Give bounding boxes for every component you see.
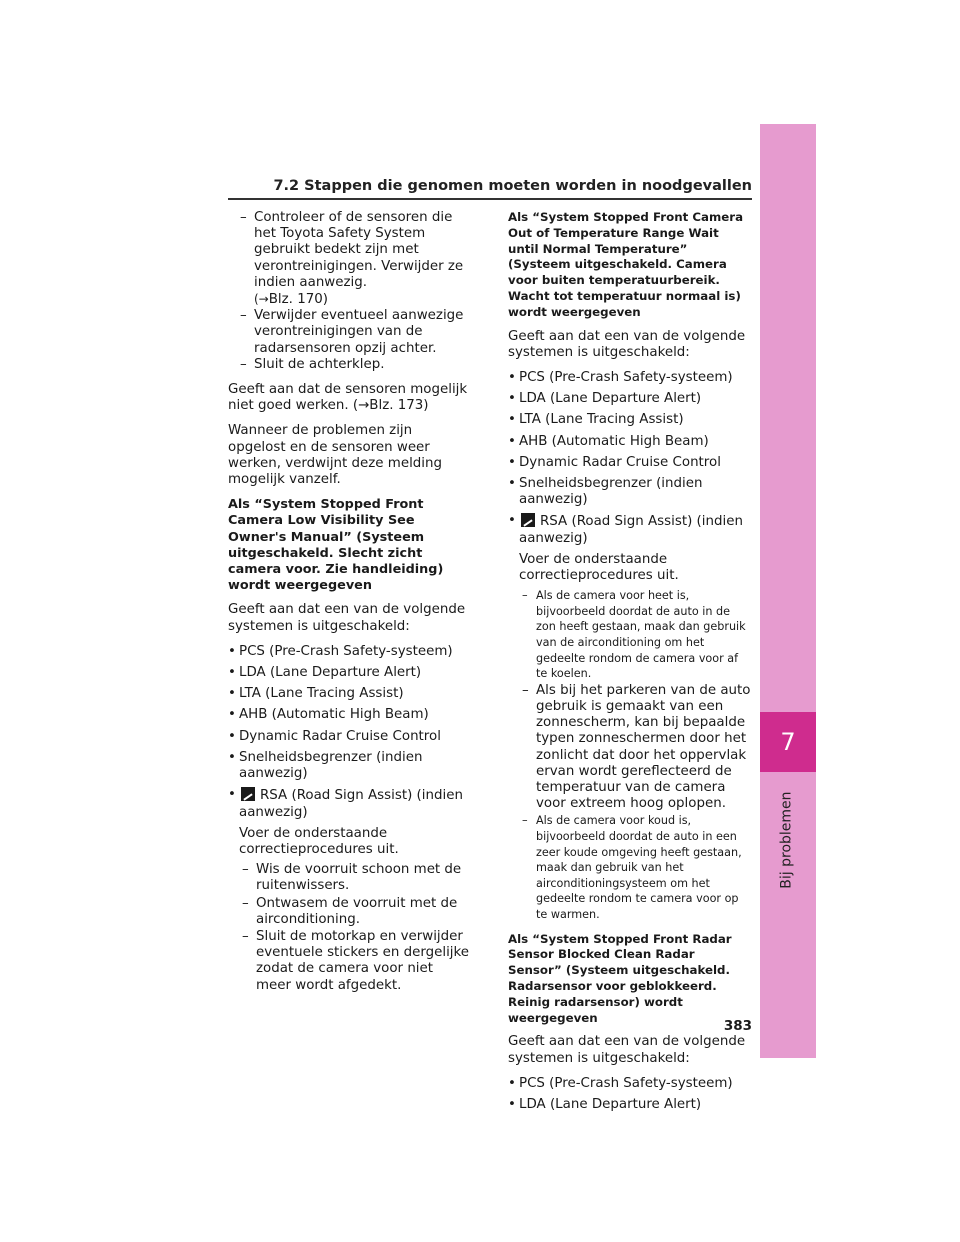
bullet-item: • PCS (Pre-Crash Safety-systeem) xyxy=(508,1076,752,1092)
dash-item xyxy=(228,210,472,308)
paragraph: Geeft aan dat de sensoren mogelijk niet goed werken. (→Blz. 173) xyxy=(228,382,468,414)
bullet-item: • LDA (Lane Departure Alert) xyxy=(508,1097,752,1113)
section-heading: Als “System Stopped Front Camera Low Visibility See Owner's Manual” (Systeem uitgeschakeld. Slecht zicht camera voor. Zie handleiding) wordt weergegeven xyxy=(228,497,444,594)
bullet-item-rsa xyxy=(228,787,472,820)
page-reference-arrow: (→ xyxy=(254,292,269,307)
dash-item-text: Controleer of de sensoren die het Toyota Safety System gebruikt bedekt zijn met verontreinigingen. Verwijder ze indien aanwezig. xyxy=(254,210,464,290)
page-number: 383 xyxy=(723,1018,752,1034)
section-intro: Geeft aan dat een van de volgende systemen is uitgeschakeld: xyxy=(508,328,746,360)
side-tab-bar xyxy=(760,124,816,1058)
step-item: – Als de camera voor heet is, bijvoorbeeld doordat de auto in de zon heeft gestaan, maak dan gebruik van de airconditioning om het gedeelte rondom de camera voor af te koelen. xyxy=(508,588,752,682)
bullet-item: • Snelheidsbegrenzer (indien aanwezig) xyxy=(228,750,472,782)
step-item: – Wis de voorruit schoon met de ruitenwissers. xyxy=(228,862,472,894)
chapter-label xyxy=(772,790,802,890)
section-intro: Geeft aan dat een van de volgende systemen is uitgeschakeld: xyxy=(228,602,466,634)
dash-item: – Sluit de achterklep. xyxy=(228,357,472,373)
bullet-item: • LTA (Lane Tracing Assist) xyxy=(228,686,472,702)
road-sign-assist-icon xyxy=(521,513,535,527)
section-heading: Als “System Stopped Front Radar Sensor Blocked Clean Radar Sensor” (Systeem uitgeschakeld. Radarsensor voor geblokkeerd. Reinig radarsensor) wordt weergegeven xyxy=(508,931,732,1025)
bullet-item: • Snelheidsbegrenzer (indien aanwezig) xyxy=(508,476,752,508)
bullet-item: • Dynamic Radar Cruise Control xyxy=(228,729,472,745)
bullet-item: • PCS (Pre-Crash Safety-systeem) xyxy=(228,644,472,660)
left-column xyxy=(228,210,472,995)
chapter-label-text: Bij problemen xyxy=(778,791,795,889)
bullet-item: • AHB (Automatic High Beam) xyxy=(508,434,752,450)
step-item: – Als de camera voor koud is, bijvoorbeeld doordat de auto in een zeer koude omgeving heeft gestaan, maak dan gebruik van het airconditioningsysteem om het gedeelte rondom te camera voor op te warmen. xyxy=(508,813,752,922)
bullet-item: • Dynamic Radar Cruise Control xyxy=(508,455,752,471)
step-item: – Als bij het parkeren van de auto gebruik is gemaakt van een zonnescherm, kan bij bepaalde typen zonneschermen door het zonlicht dat door het oppervlak ervan wordt gereflecteerd de temperatuur van de camera voor extreem hoog oplopen. xyxy=(508,683,752,813)
paragraph: Wanneer de problemen zijn opgelost en de sensoren weer werken, verdwijnt deze melding mogelijk vanzelf. xyxy=(228,423,443,488)
bullet-item: • PCS (Pre-Crash Safety-systeem) xyxy=(508,370,752,386)
bullet-item-text: RSA (Road Sign Assist) (indien aanwezig) xyxy=(519,514,743,546)
step-item: – Ontwasem de voorruit met de airconditioning. xyxy=(228,896,472,928)
bullet-item: • AHB (Automatic High Beam) xyxy=(228,707,472,723)
right-column xyxy=(508,210,752,1118)
chapter-number-tab[interactable]: 7 xyxy=(760,712,816,772)
page-reference-link[interactable]: Blz. 170) xyxy=(268,292,328,308)
bullet-item: • LDA (Lane Departure Alert) xyxy=(508,391,752,407)
step-item: – Sluit de motorkap en verwijder eventuele stickers en dergelijke zodat de camera voor niet meer wordt afgedekt. xyxy=(228,929,472,994)
section-heading: Als “System Stopped Front Camera Out of Temperature Range Wait until Normal Temperature” (Systeem uitgeschakeld. Camera voor buiten temperatuurbereik. Wacht tot temperatuur normaal is) wordt weergegeven xyxy=(508,210,744,319)
bullet-item-text: RSA (Road Sign Assist) (indien aanwezig) xyxy=(239,788,463,820)
page-header-title: 7.2 Stappen die genomen moeten worden in noodgevallen xyxy=(273,178,752,194)
header-divider xyxy=(228,198,752,200)
bullet-item-rsa xyxy=(508,513,752,546)
dash-item: – Verwijder eventueel aanwezige verontreinigingen van de radarsensoren opzij achter. xyxy=(228,308,472,357)
corrective-instruction: Voer de onderstaande correctieprocedures uit. xyxy=(239,825,399,857)
corrective-instruction: Voer de onderstaande correctieprocedures uit. xyxy=(519,551,679,584)
bullet-item: • LTA (Lane Tracing Assist) xyxy=(508,412,752,428)
bullet-item: • LDA (Lane Departure Alert) xyxy=(228,665,472,681)
section-intro: Geeft aan dat een van de volgende systemen is uitgeschakeld: xyxy=(508,1034,746,1066)
road-sign-assist-icon xyxy=(241,787,255,801)
